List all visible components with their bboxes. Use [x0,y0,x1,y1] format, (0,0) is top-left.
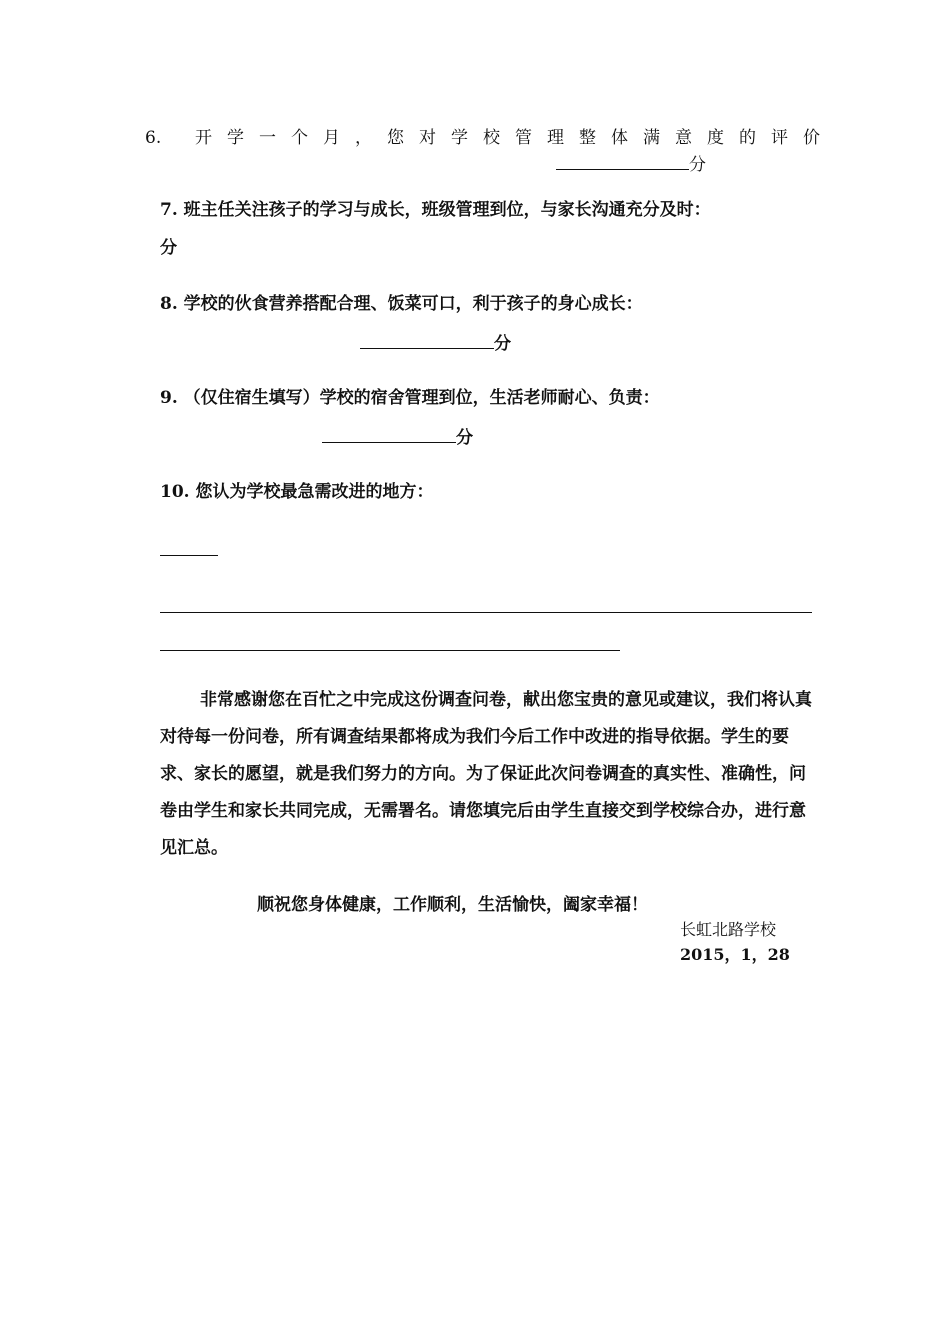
q8-text: 8. 学校的伙食营养搭配合理、饭菜可口，利于孩子的身心成长： [160,294,643,314]
q10-answer-line-2[interactable] [160,612,812,613]
q9-answer [322,426,473,448]
closing-wishes: 顺祝您身体健康，工作顺利，生活愉快，阖家幸福！ [257,895,648,915]
q6-number: 6. [145,128,162,148]
q9-unit: 分 [456,428,473,448]
school-name: 长虹北路学校 [680,920,777,939]
q6-answer-blank[interactable] [556,153,689,170]
q10-text: 10. 您认为学校最急需改进的地方： [160,482,434,502]
closing-paragraph: 非常感谢您在百忙之中完成这份调查问卷，献出您宝贵的意见或建议，我们将认真对待每一份问卷，所有调查结果都将成为我们今后工作中改进的指导依据。学生的要求、家长的愿望，就是我们努力的方向。为了保证此次问卷调查的真实性、准确性，问卷由学生和家长共同完成，无需署名。请您填完后由学生直接交到学校综合办，进行意见汇总。 [160,690,812,858]
q7-unit: 分 [160,238,177,258]
q9-text: 9. （仅住宿生填写）学校的宿舍管理到位，生活老师耐心、负责： [160,388,660,408]
q6-answer [556,153,706,175]
q10-answer-line-1[interactable] [160,555,218,556]
q6-unit: 分 [689,155,706,175]
q10-answer-line-3[interactable] [160,650,620,651]
q9-answer-blank[interactable] [322,426,456,443]
q8-unit: 分 [494,334,511,354]
q8-answer-blank[interactable] [360,332,494,349]
q8-answer [360,332,511,354]
q7-text: 7. 班主任关注孩子的学习与成长，班级管理到位，与家长沟通充分及时： [160,200,711,220]
date: 2015，1，28 [680,945,790,964]
q6-text: 开学一个月，您对学校管理整体满意度的评价 [195,128,835,148]
